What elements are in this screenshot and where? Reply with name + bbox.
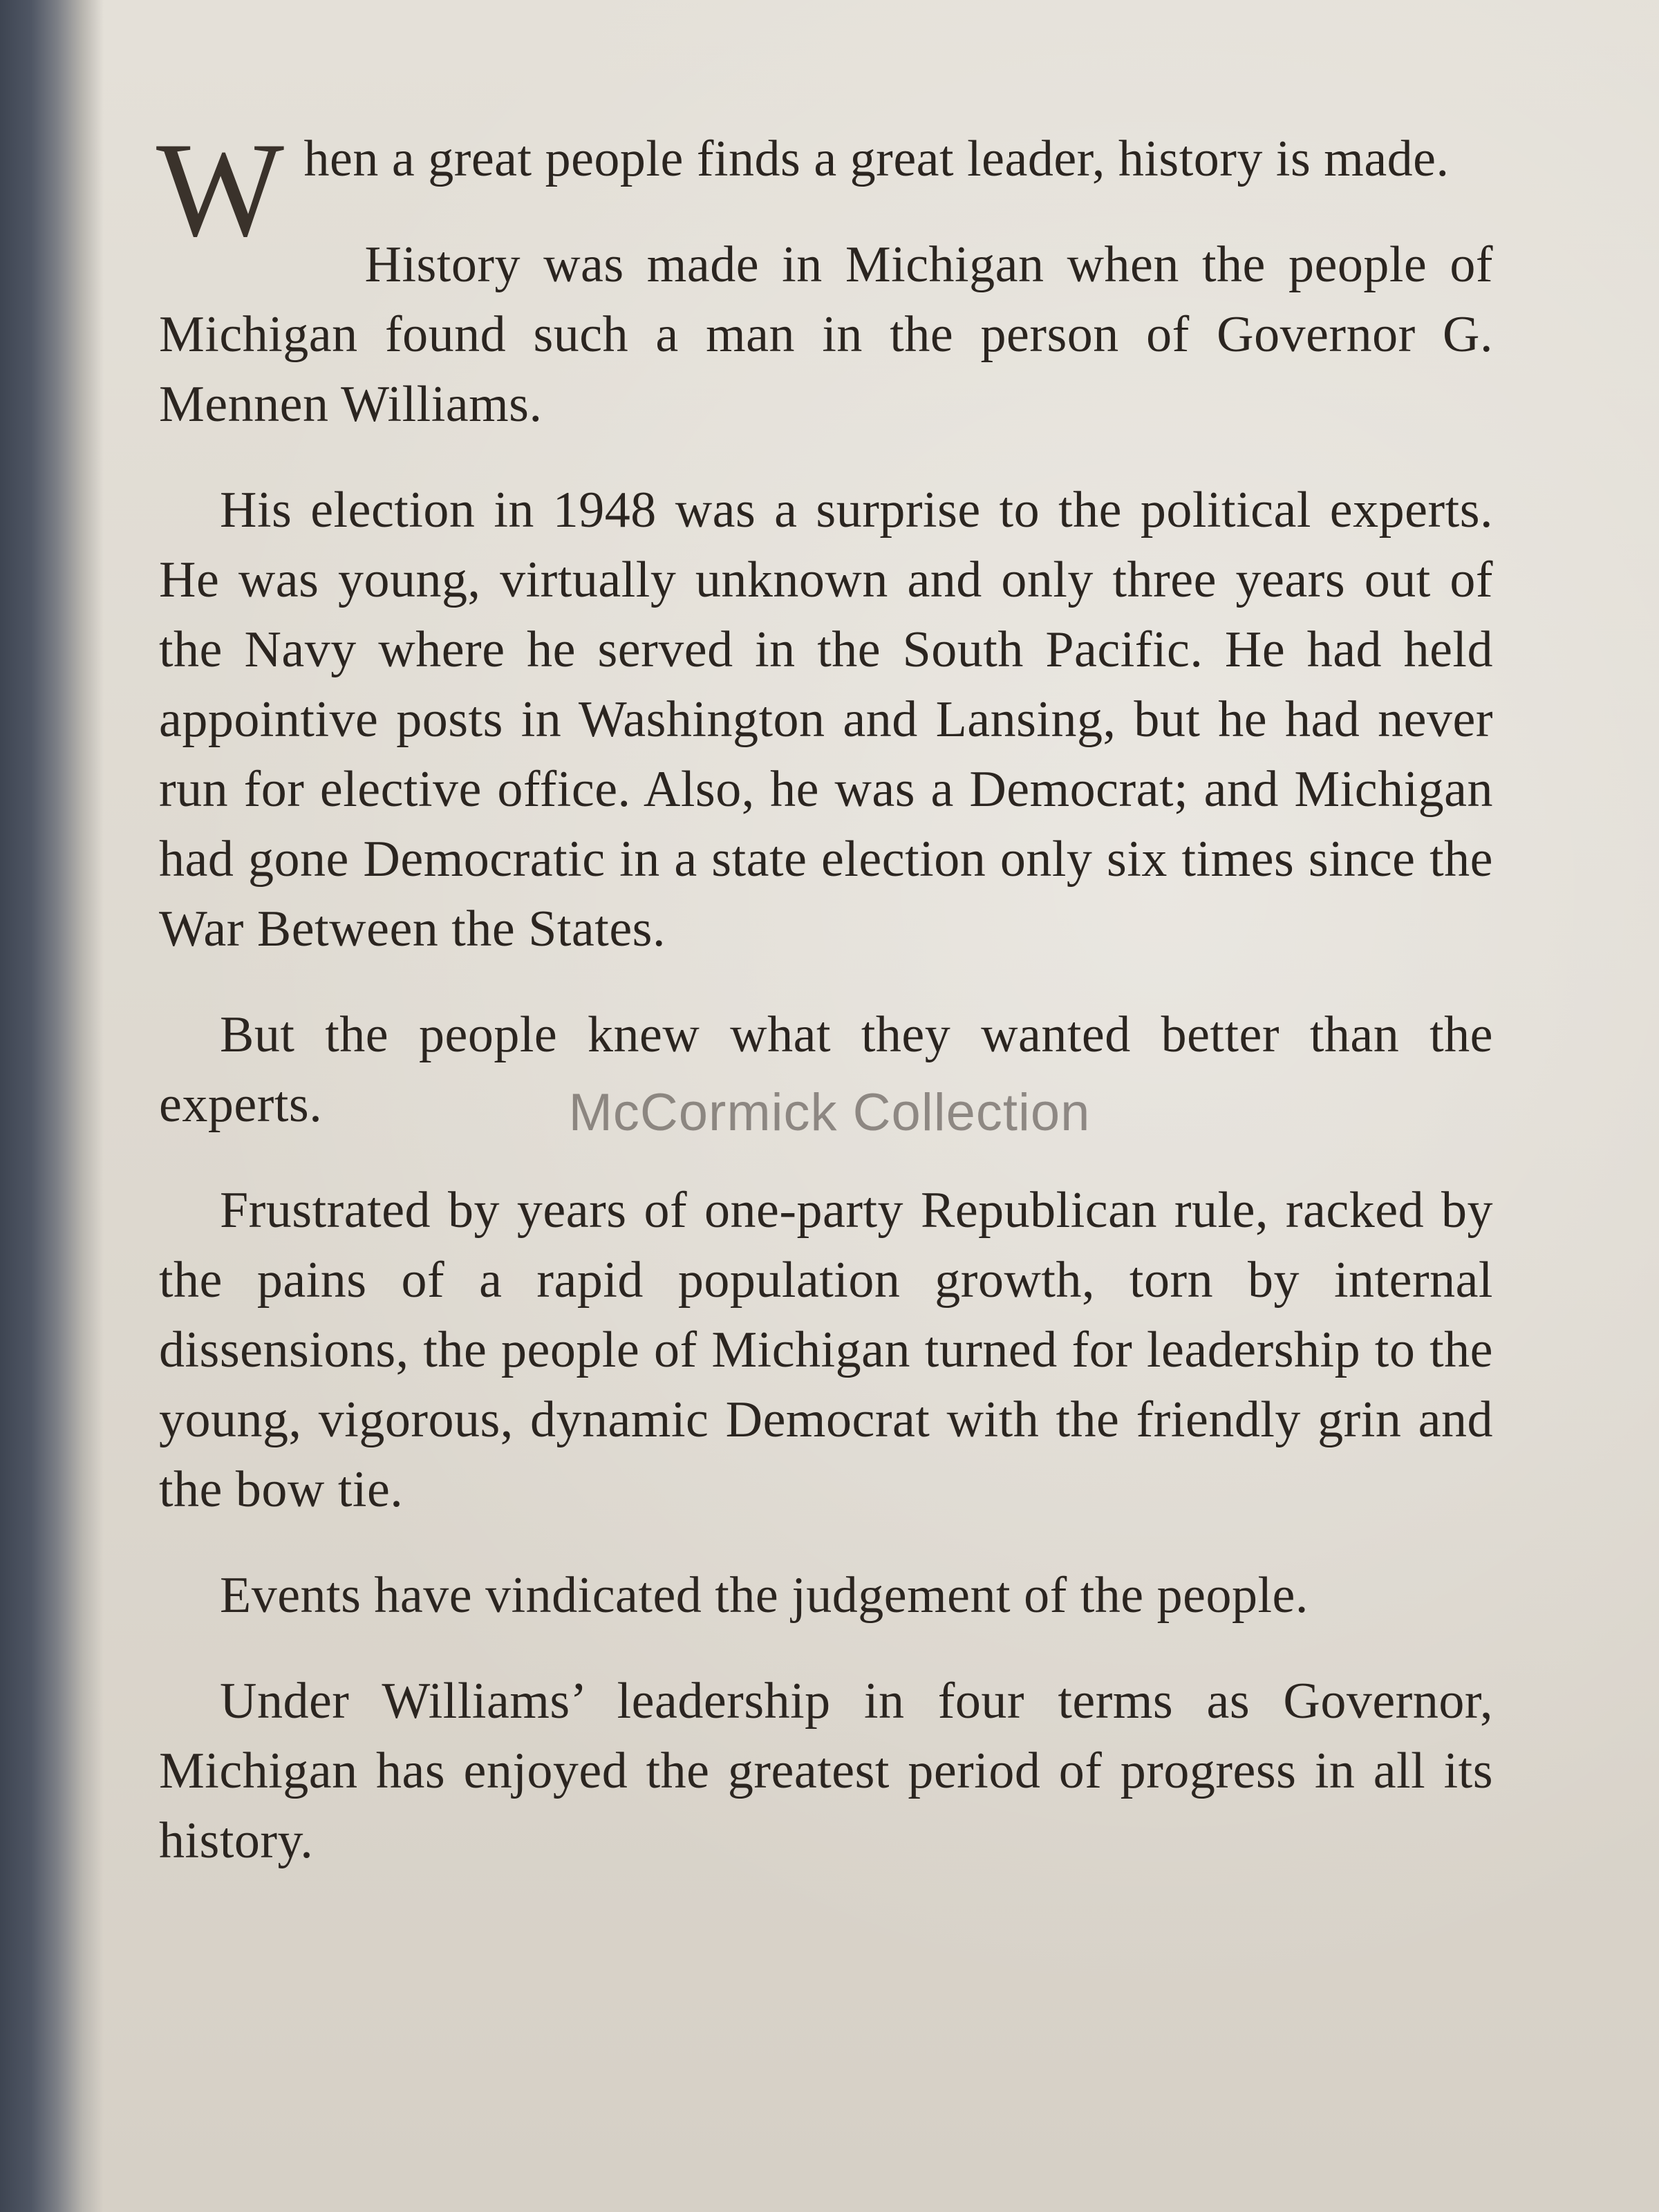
book-spine-shadow xyxy=(0,0,104,2212)
paragraph-3: His election in 1948 was a surprise to the political experts. He was young, virtually unknown and only three years out of the Navy where he served in the South Pacific. He had held appointive posts in Washington and Lansing, but he had never run for elective office. Also, he was a Democrat; and Michigan had gone Democratic in a state election only six times since the War Between the States. xyxy=(159,482,1493,957)
body-text xyxy=(156,115,1493,1912)
paragraph-5: Frustrated by years of one-party Republican rule, racked by the pains of a rapid population growth, torn by internal dissensions, the people of Michigan turned for leadership to the young, vigorous, dynamic Democrat with the friendly grin and the bow tie. xyxy=(159,1182,1493,1518)
watermark: McCormick Collection xyxy=(568,1083,1091,1142)
paragraph-6: Events have vindicated the judgement of the people. xyxy=(220,1567,1309,1624)
paragraph-7: Under Williams’ leadership in four terms as Governor, Michigan has enjoyed the greatest period of progress in all its history. xyxy=(159,1673,1493,1869)
paragraph-1 xyxy=(156,115,1493,265)
drop-cap: W xyxy=(156,115,285,265)
paragraph-1-text: hen a great people finds a great leader, history is made. xyxy=(303,131,1450,187)
paragraph-2: History was made in Michigan when the people of Michigan found such a man in the person of Governor G. Mennen Williams. xyxy=(159,236,1493,433)
paragraph-4: But the people knew what they wanted better than the experts. xyxy=(159,1006,1493,1133)
